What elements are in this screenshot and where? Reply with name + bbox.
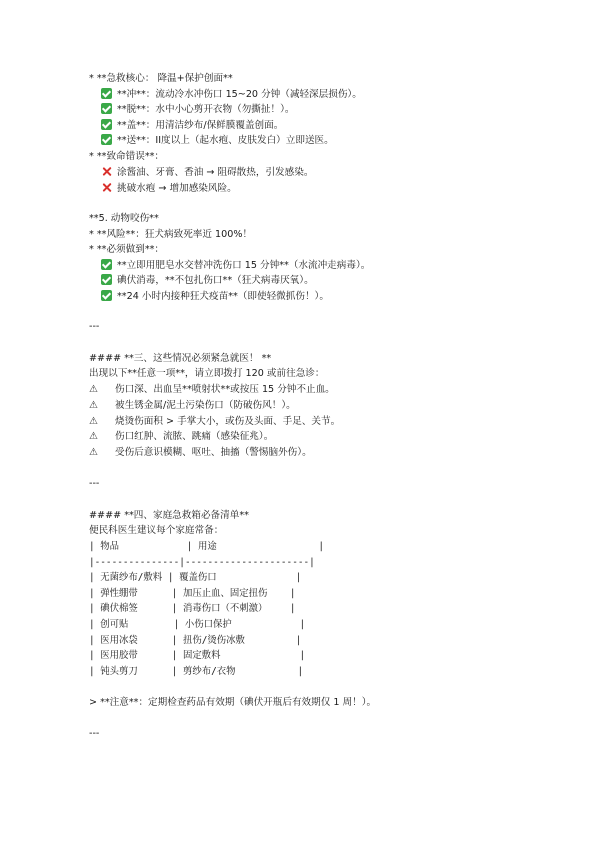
animal-bite-title: **5. 动物咬伤**	[89, 213, 159, 224]
separator: ---	[89, 478, 100, 489]
animal-bite-risk: * **风险**：狂犬病致死率近 100%！	[89, 229, 253, 240]
table-row: | 医用冰袋 | 扭伤/烫伤冰敷 |	[89, 635, 302, 646]
error-item: 挑破水疱 → 增加感染风险。	[101, 182, 237, 196]
fatal-errors-heading: * **致命错误**：	[89, 151, 165, 162]
cross-icon	[101, 166, 112, 177]
check-icon	[101, 119, 112, 130]
separator: ---	[89, 728, 100, 739]
table-row: | 碘伏棉签 | 消毒伤口（不刺激） |	[89, 603, 296, 614]
table-row: | 弹性绷带 | 加压止血、固定扭伤 |	[89, 588, 296, 599]
warning-icon: ⚠	[89, 447, 98, 458]
check-icon	[101, 134, 112, 145]
error-item: 涂酱油、牙膏、香油 → 阻碍散热，引发感染。	[101, 166, 313, 180]
step-item: 碘伏消毒，**不包扎伤口**（狂犬病毒厌氧）。	[101, 274, 314, 288]
step-item: **脱**：水中小心剪开衣物（勿撕扯！）。	[101, 103, 294, 117]
table-row: | 医用胶带 | 固定敷料 |	[89, 650, 306, 661]
check-icon	[101, 259, 112, 270]
animal-bite-must: * **必须做到**：	[89, 244, 165, 255]
emergency-item: ⚠ 被生锈金属/泥土污染伤口（防破伤风！）。	[89, 400, 296, 411]
warning-icon: ⚠	[89, 416, 98, 427]
warning-icon: ⚠	[89, 384, 98, 395]
table-row: | 无菌纱布/敷料 | 覆盖伤口 |	[89, 572, 302, 583]
step-item: **24 小时内接种狂犬疫苗**（即使轻微抓伤！）。	[101, 290, 329, 304]
kit-heading: #### **四、家庭急救箱必备清单**	[89, 510, 249, 521]
warning-icon: ⚠	[89, 431, 98, 442]
table-row: | 创可贴 | 小伤口保护 |	[89, 619, 306, 630]
table-row: | 物品 | 用途 |	[89, 541, 325, 552]
table-row: |---------------|----------------------|	[89, 557, 315, 568]
check-icon	[101, 274, 112, 285]
emergency-intro: 出现以下**任意一项**，请立即拨打 120 或前往急诊：	[89, 368, 325, 379]
emergency-item: ⚠ 受伤后意识模糊、呕吐、抽搐（警惕脑外伤）。	[89, 447, 312, 458]
emergency-item: ⚠ 烧烫伤面积 > 手掌大小，或伤及头面、手足、关节。	[89, 416, 341, 427]
check-icon	[101, 290, 112, 301]
emergency-item: ⚠ 伤口深、出血呈**喷射状**或按压 15 分钟不止血。	[89, 384, 335, 395]
emergency-item: ⚠ 伤口红肿、流脓、跳痛（感染征兆）。	[89, 431, 274, 442]
step-item: **盖**：用清洁纱布/保鲜膜覆盖创面。	[101, 119, 283, 133]
emergency-heading: #### **三、这些情况必须紧急就医！ **	[89, 353, 272, 364]
first-aid-core: * **急救核心： 降温+保护创面**	[89, 73, 233, 84]
warning-icon: ⚠	[89, 400, 98, 411]
step-item: **冲**：流动冷水冲伤口 15~20 分钟（减轻深层损伤）。	[101, 88, 362, 102]
kit-intro: 便民科医生建议每个家庭常备：	[89, 525, 224, 536]
kit-note: > **注意**：定期检查药品有效期（碘伏开瓶后有效期仅 1 周！）。	[89, 697, 377, 708]
step-item: **立即用肥皂水交替冲洗伤口 15 分钟**（水流冲走病毒）。	[101, 259, 370, 273]
check-icon	[101, 88, 112, 99]
check-icon	[101, 103, 112, 114]
table-row: | 钝头剪刀 | 剪纱布/衣物 |	[89, 666, 304, 677]
separator: ---	[89, 321, 100, 332]
cross-icon	[101, 182, 112, 193]
step-item: **送**：II度以上（起水疱、皮肤发白）立即送医。	[101, 134, 334, 148]
